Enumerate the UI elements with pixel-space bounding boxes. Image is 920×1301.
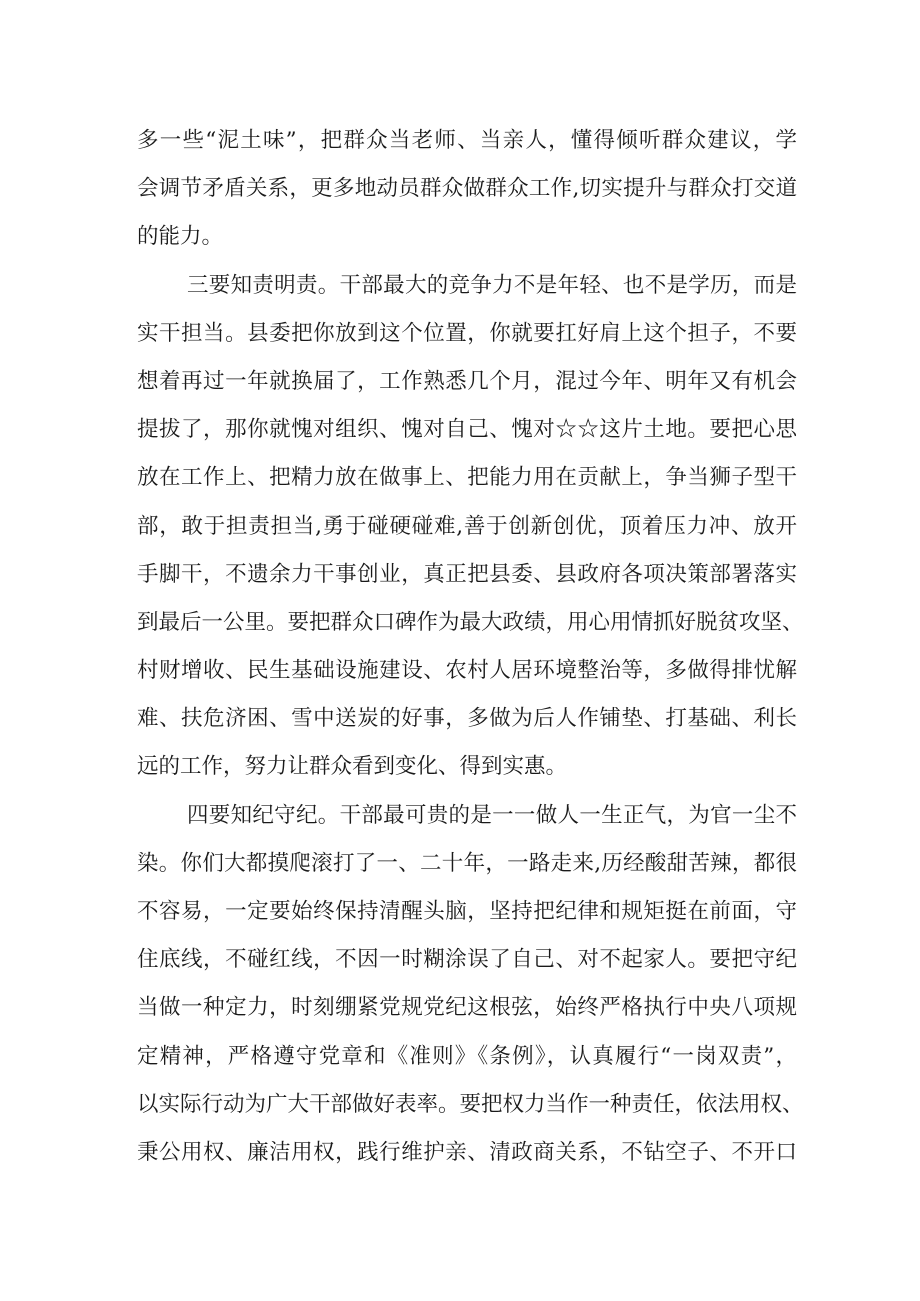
text-line: 会调节矛盾关系，更多地动员群众做群众工作,切实提升与群众打交道 <box>137 176 797 202</box>
paragraph-start-line: 三要知责明责。干部最大的竞争力不是年轻、也不是学历，而是 <box>187 272 797 298</box>
text-line: 远的工作，努力让群众看到变化、得到实惠。 <box>137 754 568 780</box>
text-line: 放在工作上、把精力放在做事上、把能力用在贡献上，争当狮子型干 <box>137 465 797 491</box>
text-line: 部，敢于担责担当,勇于碰硬碰难,善于创新创优，顶着压力冲、放开 <box>137 513 797 539</box>
text-line: 染。你们大都摸爬滚打了一、二十年，一路走来,历经酸甜苦辣，都很 <box>137 850 797 876</box>
text-line: 的能力。 <box>137 224 224 250</box>
text-line: 当做一种定力，时刻绷紧党规党纪这根弦，始终严格执行中央八项规 <box>137 995 797 1021</box>
text-line: 多一些“泥土味”，把群众当老师、当亲人，懂得倾听群众建议，学 <box>137 128 797 153</box>
text-line: 以实际行动为广大干部做好表率。要把权力当作一种责任，依法用权、 <box>137 1091 804 1117</box>
text-line: 定精神，严格遵守党章和《准则》《条例》，认真履行“一岗双责”， <box>137 1043 797 1069</box>
text-line: 提拔了，那你就愧对组织、愧对自己、愧对☆☆这片土地。要把心思 <box>137 417 797 443</box>
text-line: 村财增收、民生基础设施建设、农村人居环境整治等，多做得排忧解 <box>137 658 797 684</box>
document-body <box>137 117 804 1177</box>
text-line: 住底线，不碰红线，不因一时糊涂误了自己、对不起家人。要把守纪 <box>137 947 797 973</box>
text-line: 想着再过一年就换届了，工作熟悉几个月，混过今年、明年又有机会 <box>137 368 797 394</box>
text-line: 实干担当。县委把你放到这个位置，你就要扛好肩上这个担子，不要 <box>137 320 797 346</box>
text-line: 到最后一公里。要把群众口碑作为最大政绩，用心用情抓好脱贫攻坚、 <box>137 609 804 635</box>
text-line: 不容易，一定要始终保持清醒头脑，坚持把纪律和规矩挺在前面，守 <box>137 899 797 924</box>
text-line: 手脚干，不遗余力干事创业，真正把县委、县政府各项决策部署落实 <box>137 561 797 587</box>
text-line: 秉公用权、廉洁用权，践行维护亲、清政商关系，不钻空子、不开口 <box>137 1139 797 1165</box>
text-line: 难、扶危济困、雪中送炭的好事，多做为后人作铺垫、打基础、利长 <box>137 706 797 732</box>
paragraph-start-line: 四要知纪守纪。干部最可贵的是一一做人一生正气，为官一尘不 <box>187 802 797 828</box>
